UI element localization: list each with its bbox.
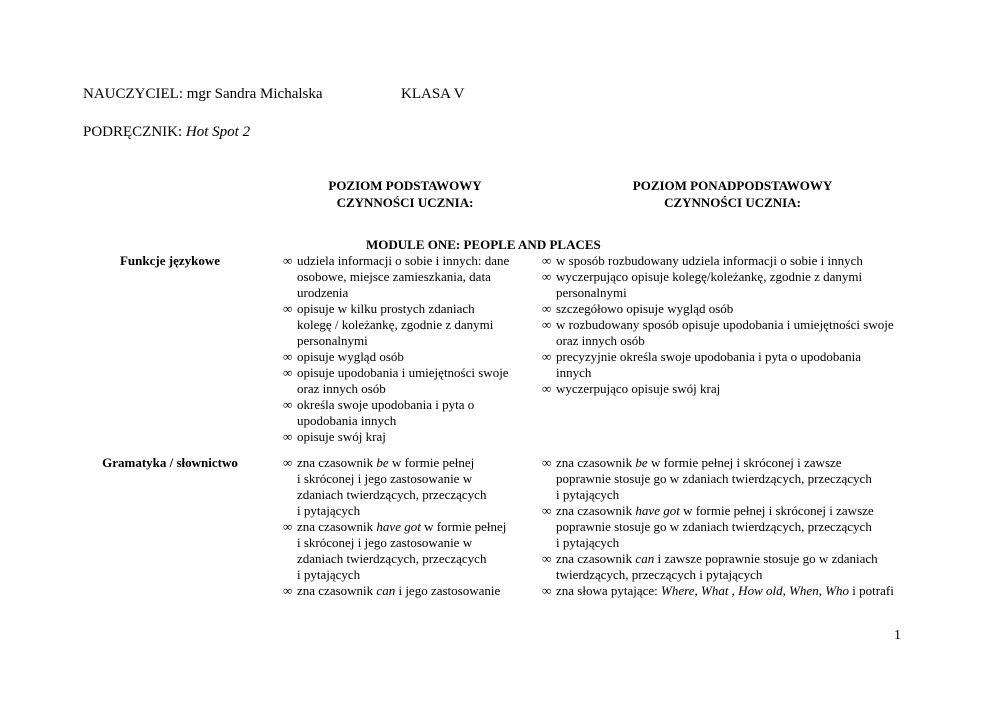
textbook-title: Hot Spot 2 <box>185 124 251 140</box>
grammar-basic-item <box>283 583 541 599</box>
item-line: wyczerpująco opisuje swój kraj <box>556 381 721 396</box>
row-label-language-functions: Funkcje językowe <box>119 253 220 268</box>
infinity-bullet-icon: ∞ <box>283 429 293 444</box>
item-line: i pytających <box>297 503 361 518</box>
infinity-bullet-icon: ∞ <box>542 503 552 518</box>
item-line: w sposób rozbudowany udziela informacji o sobie i innych <box>556 253 863 268</box>
item-line: personalnymi <box>297 333 368 348</box>
item-line: w rozbudowany sposób opisuje upodobania i umiejętności swoje <box>556 317 894 332</box>
infinity-bullet-icon: ∞ <box>542 551 552 566</box>
module-title: MODULE ONE: PEOPLE AND PLACES <box>366 237 601 252</box>
item-line: innych <box>556 365 592 380</box>
infinity-bullet-icon: ∞ <box>542 583 552 598</box>
functions-basic-item <box>283 253 541 301</box>
item-line: precyzyjnie określa swoje upodobania i pyta o upodobania <box>556 349 862 364</box>
row-label-grammar-vocabulary: Gramatyka / słownictwo <box>102 455 238 470</box>
grammar-advanced-item <box>542 551 942 583</box>
item-line: zna słowa pytające: Where, What , How old, When, Who i potrafi <box>556 583 894 598</box>
infinity-bullet-icon: ∞ <box>283 455 293 470</box>
item-line: poprawnie stosuje go w zdaniach twierdzących, przeczących <box>556 471 872 486</box>
item-line: twierdzących, przeczących i pytających <box>556 567 763 582</box>
functions-basic-item <box>283 429 541 445</box>
infinity-bullet-icon: ∞ <box>283 301 293 316</box>
advanced-level-header <box>590 177 875 211</box>
item-line: zna czasownik have got w formie pełnej i skróconej i zawsze <box>556 503 874 518</box>
basic-level-header <box>290 177 520 211</box>
item-line: kolegę / koleżankę, zgodnie z danymi <box>297 317 494 332</box>
grammar-advanced-list <box>542 455 942 599</box>
advanced-level-subtitle: CZYNNOŚCI UCZNIA: <box>664 195 801 210</box>
basic-level-subtitle: CZYNNOŚCI UCZNIA: <box>336 195 474 210</box>
functions-advanced-item <box>542 349 942 381</box>
item-line: zna czasownik can i jego zastosowanie <box>297 583 501 598</box>
item-line: opisuje w kilku prostych zdaniach <box>297 301 475 316</box>
functions-advanced-list <box>542 253 942 397</box>
item-line: oraz innych osób <box>556 333 645 348</box>
grammar-basic-list <box>283 455 541 599</box>
infinity-bullet-icon: ∞ <box>283 365 293 380</box>
item-line: i skróconej i jego zastosowanie w <box>297 535 473 550</box>
grammar-advanced-item <box>542 583 942 599</box>
item-line: i skróconej i jego zastosowanie w <box>297 471 473 486</box>
infinity-bullet-icon: ∞ <box>283 397 293 412</box>
item-line: oraz innych osób <box>297 381 386 396</box>
grammar-advanced-item <box>542 455 942 503</box>
textbook-line <box>83 124 250 141</box>
functions-advanced-item <box>542 381 942 397</box>
grammar-basic-item <box>283 455 541 519</box>
item-line: zdaniach twierdzących, przeczących <box>297 487 487 502</box>
item-line: zna czasownik have got w formie pełnej <box>297 519 507 534</box>
infinity-bullet-icon: ∞ <box>283 583 293 598</box>
class-label: KLASA V <box>401 86 465 102</box>
item-line: urodzenia <box>297 285 349 300</box>
functions-advanced-item <box>542 253 942 269</box>
infinity-bullet-icon: ∞ <box>542 349 552 364</box>
item-line: zdaniach twierdzących, przeczących <box>297 551 487 566</box>
item-line: i pytających <box>556 487 620 502</box>
item-line: opisuje swój kraj <box>297 429 386 444</box>
functions-advanced-item <box>542 269 942 301</box>
item-line: opisuje wygląd osób <box>297 349 404 364</box>
item-line: upodobania innych <box>297 413 397 428</box>
item-line: poprawnie stosuje go w zdaniach twierdzących, przeczących <box>556 519 872 534</box>
grammar-basic-item <box>283 519 541 583</box>
item-line: wyczerpująco opisuje kolegę/koleżankę, zgodnie z danymi <box>556 269 863 284</box>
infinity-bullet-icon: ∞ <box>542 455 552 470</box>
item-line: opisuje upodobania i umiejętności swoje <box>297 365 509 380</box>
grammar-advanced-item <box>542 503 942 551</box>
functions-basic-item <box>283 349 541 365</box>
infinity-bullet-icon: ∞ <box>542 301 552 316</box>
functions-basic-list <box>283 253 541 445</box>
item-line: i pytających <box>556 535 620 550</box>
infinity-bullet-icon: ∞ <box>283 519 293 534</box>
infinity-bullet-icon: ∞ <box>542 269 552 284</box>
textbook-label: PODRĘCZNIK: <box>83 124 186 140</box>
functions-basic-item <box>283 397 541 429</box>
item-line: i pytających <box>297 567 361 582</box>
item-line: zna czasownik can i zawsze poprawnie stosuje go w zdaniach <box>556 551 878 566</box>
item-line: osobowe, miejsce zamieszkania, data <box>297 269 491 284</box>
page-number: 1 <box>894 628 901 643</box>
functions-basic-item <box>283 365 541 397</box>
infinity-bullet-icon: ∞ <box>542 253 552 268</box>
infinity-bullet-icon: ∞ <box>283 349 293 364</box>
functions-basic-item <box>283 301 541 349</box>
item-line: udziela informacji o sobie i innych: dane <box>297 253 510 268</box>
basic-level-title: POZIOM PODSTAWOWY <box>328 178 482 193</box>
infinity-bullet-icon: ∞ <box>283 253 293 268</box>
functions-advanced-item <box>542 317 942 349</box>
item-line: określa swoje upodobania i pyta o <box>297 397 475 412</box>
item-line: zna czasownik be w formie pełnej <box>297 455 475 470</box>
item-line: personalnymi <box>556 285 627 300</box>
item-line: zna czasownik be w formie pełnej i skróconej i zawsze <box>556 455 842 470</box>
teacher-line: NAUCZYCIEL: mgr Sandra Michalska <box>83 86 323 102</box>
advanced-level-title: POZIOM PONADPODSTAWOWY <box>632 178 833 193</box>
infinity-bullet-icon: ∞ <box>542 317 552 332</box>
functions-advanced-item <box>542 301 942 317</box>
infinity-bullet-icon: ∞ <box>542 381 552 396</box>
item-line: szczegółowo opisuje wygląd osób <box>556 301 734 316</box>
